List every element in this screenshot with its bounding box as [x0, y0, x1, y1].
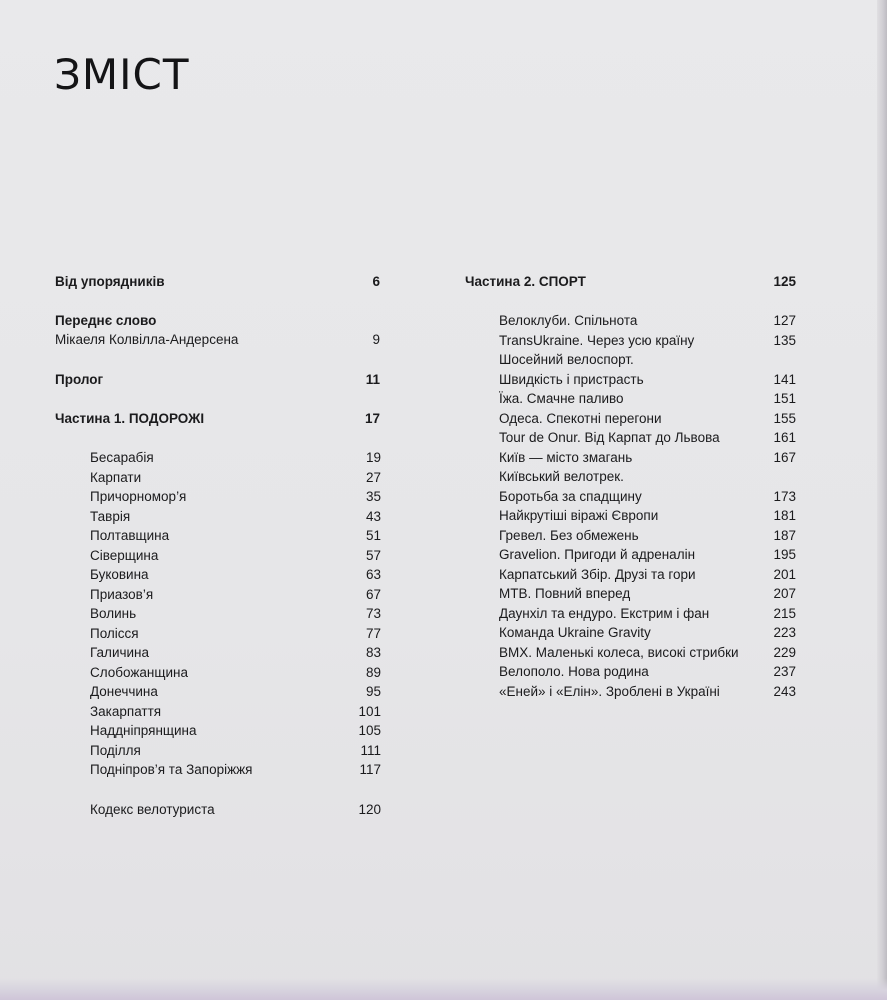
toc-entry-title: Гревел. Без обмежень — [499, 527, 639, 543]
toc-entry — [90, 702, 381, 722]
toc-entry-title: Gravelion. Пригоди й адреналін — [499, 547, 696, 562]
toc-entry-page: 127 — [773, 313, 796, 328]
toc-entry-page: 237 — [773, 664, 796, 679]
toc-entry — [90, 565, 381, 585]
toc-entry-page: 57 — [365, 547, 381, 563]
toc-entry-page: 151 — [773, 391, 796, 406]
toc-entry — [90, 585, 381, 605]
toc-entry-page: 77 — [365, 625, 381, 641]
toc-entry-page: 89 — [365, 664, 381, 680]
toc-entry-title: Найкрутіші віражі Європи — [499, 508, 659, 523]
toc-entry-page: 35 — [365, 489, 381, 504]
toc-entry-title: Приазов’я — [90, 586, 154, 602]
toc-entry — [499, 311, 796, 331]
toc-entry-page: 173 — [773, 488, 796, 504]
toc-entry-title: МТВ. Повний вперед — [499, 586, 631, 601]
toc-entry-page: 120 — [358, 802, 381, 817]
toc-entry-title: Полісся — [90, 625, 139, 641]
toc-entry-title: Поділля — [90, 742, 141, 758]
toc-entry-title: Буковина — [90, 567, 149, 582]
toc-entry — [55, 330, 380, 350]
toc-entry — [465, 272, 796, 292]
toc-entry-page: 83 — [365, 645, 381, 660]
toc-entry-page: 161 — [773, 430, 796, 445]
page-title: ЗМІСТ — [54, 50, 190, 99]
toc-entry-title: Шосейний велоспорт. — [499, 352, 634, 367]
toc-entry-page: 141 — [773, 371, 796, 387]
toc-entry-page: 19 — [365, 450, 381, 465]
toc-entry — [90, 507, 381, 527]
toc-entry-title: Донеччина — [90, 684, 158, 699]
toc-entry-page: 181 — [773, 508, 796, 523]
toc-entry — [499, 467, 796, 487]
toc-entry-page: 73 — [365, 606, 381, 621]
toc-entry — [90, 468, 381, 488]
toc-entry-title: Частина 2. СПОРТ — [465, 274, 586, 289]
toc-entry — [90, 721, 381, 741]
toc-entry — [55, 311, 380, 331]
toc-entry-page: 195 — [773, 547, 796, 562]
toc-entry-page: 43 — [365, 508, 381, 524]
toc-entry-title: TransUkraine. Через усю країну — [499, 332, 695, 348]
toc-entry-page: 111 — [360, 742, 381, 758]
toc-entry-page: 187 — [773, 527, 796, 543]
toc-entry-page: 155 — [773, 410, 796, 426]
toc-entry-page: 117 — [359, 762, 381, 777]
toc-entry-page: 67 — [365, 586, 381, 602]
toc-entry-page: 215 — [773, 605, 796, 621]
toc-entry — [55, 370, 380, 390]
toc-entry-page: 243 — [773, 683, 796, 699]
toc-entry-title: Від упорядників — [55, 274, 165, 289]
toc-entry — [90, 526, 381, 546]
toc-entry-title: «Еней» і «Елін». Зроблені в Україні — [499, 683, 720, 699]
toc-entry-title: Галичина — [90, 645, 150, 660]
toc-entry-page: 9 — [372, 332, 380, 347]
toc-entry-page: 105 — [358, 723, 381, 738]
toc-entry-page: 229 — [773, 644, 796, 660]
toc-entry — [90, 624, 381, 644]
toc-entry — [90, 643, 381, 663]
toc-entry — [499, 604, 796, 624]
toc-entry-page: 17 — [364, 411, 380, 426]
page-bottom-edge — [0, 978, 887, 1000]
toc-entry — [90, 663, 381, 683]
toc-entry — [499, 545, 796, 565]
toc-entry — [499, 565, 796, 585]
toc-entry — [499, 682, 796, 702]
toc-entry — [55, 409, 380, 429]
toc-entry-title: Подніпров’я та Запоріжжя — [90, 762, 253, 777]
toc-entry-title: Частина 1. ПОДОРОЖІ — [55, 411, 205, 426]
toc-entry — [499, 331, 796, 351]
toc-entry — [499, 370, 796, 390]
toc-entry-title: Мікаеля Колвілла-Андерсена — [55, 332, 239, 347]
toc-entry-title: Волинь — [90, 606, 137, 621]
toc-entry-page: 11 — [365, 372, 380, 387]
toc-entry — [90, 760, 381, 780]
toc-entry-title: Переднє слово — [55, 313, 157, 328]
toc-entry-title: Бесарабія — [90, 450, 154, 465]
toc-entry-title: Карпати — [90, 469, 142, 485]
toc-entry-title: ВМХ. Маленькі колеса, високі стрибки — [499, 644, 739, 660]
toc-entry — [499, 506, 796, 526]
toc-entry-page: 223 — [773, 625, 796, 640]
toc-entry-page: 6 — [372, 274, 380, 289]
toc-entry — [90, 487, 381, 507]
toc-entry-title: Слобожанщина — [90, 664, 188, 680]
toc-entry-title: Одеса. Спекотні перегони — [499, 410, 662, 426]
toc-entry-title: Велополо. Нова родина — [499, 664, 649, 679]
toc-entry-title: Таврія — [90, 508, 131, 524]
toc-entry-page: 201 — [773, 566, 796, 582]
toc-entry-page: 207 — [773, 586, 796, 601]
toc-entry-page: 167 — [773, 449, 796, 465]
toc-entry-title: Київ — місто змагань — [499, 449, 633, 465]
toc-entry — [499, 350, 796, 370]
toc-entry-page: 27 — [365, 469, 381, 485]
toc-entry-title: Наддніпрянщина — [90, 723, 197, 738]
toc-entry — [55, 272, 380, 292]
toc-entry-title: Київський велотрек. — [499, 469, 624, 484]
toc-entry-title: Велоклуби. Спільнота — [499, 313, 638, 328]
toc-entry-page: 63 — [365, 567, 381, 582]
toc-entry-title: Tour de Onur. Від Карпат до Львова — [499, 430, 720, 445]
toc-entry-page: 51 — [365, 528, 381, 543]
toc-entry-title: Причорномор’я — [90, 489, 187, 504]
toc-entry-title: Їжа. Смачне паливо — [499, 391, 624, 406]
toc-entry-title: Боротьба за спадщину — [499, 488, 642, 504]
toc-entry — [499, 389, 796, 409]
toc-entry — [499, 643, 796, 663]
toc-entry — [499, 428, 796, 448]
toc-entry-page: 95 — [365, 684, 381, 699]
toc-entry-page: 125 — [773, 274, 796, 289]
toc-entry-page: 135 — [773, 332, 796, 348]
toc-entry-title: Швидкість і пристрасть — [499, 371, 644, 387]
toc-entry — [499, 623, 796, 643]
toc-entry — [90, 682, 381, 702]
toc-entry — [499, 526, 796, 546]
toc-entry — [90, 604, 381, 624]
toc-entry — [90, 546, 381, 566]
toc-entry — [499, 584, 796, 604]
toc-entry-title: Команда Ukraine Gravity — [499, 625, 651, 640]
toc-entry-title: Пролог — [55, 372, 104, 387]
toc-entry-title: Даунхіл та ендуро. Екстрим і фан — [499, 605, 710, 621]
toc-entry-title: Полтавщина — [90, 528, 170, 543]
toc-entry — [90, 800, 381, 820]
toc-entry-title: Карпатський Збір. Друзі та гори — [499, 566, 696, 582]
toc-entry — [499, 662, 796, 682]
toc-entry-title: Сіверщина — [90, 547, 159, 563]
page-edge — [877, 0, 887, 1000]
toc-entry — [499, 409, 796, 429]
toc-entry — [499, 448, 796, 468]
toc-entry-page: 101 — [358, 703, 381, 719]
toc-entry-title: Кодекс велотуриста — [90, 802, 215, 817]
toc-entry — [499, 487, 796, 507]
toc-entry-title: Закарпаття — [90, 703, 162, 719]
toc-entry — [90, 448, 381, 468]
toc-entry — [90, 741, 381, 761]
